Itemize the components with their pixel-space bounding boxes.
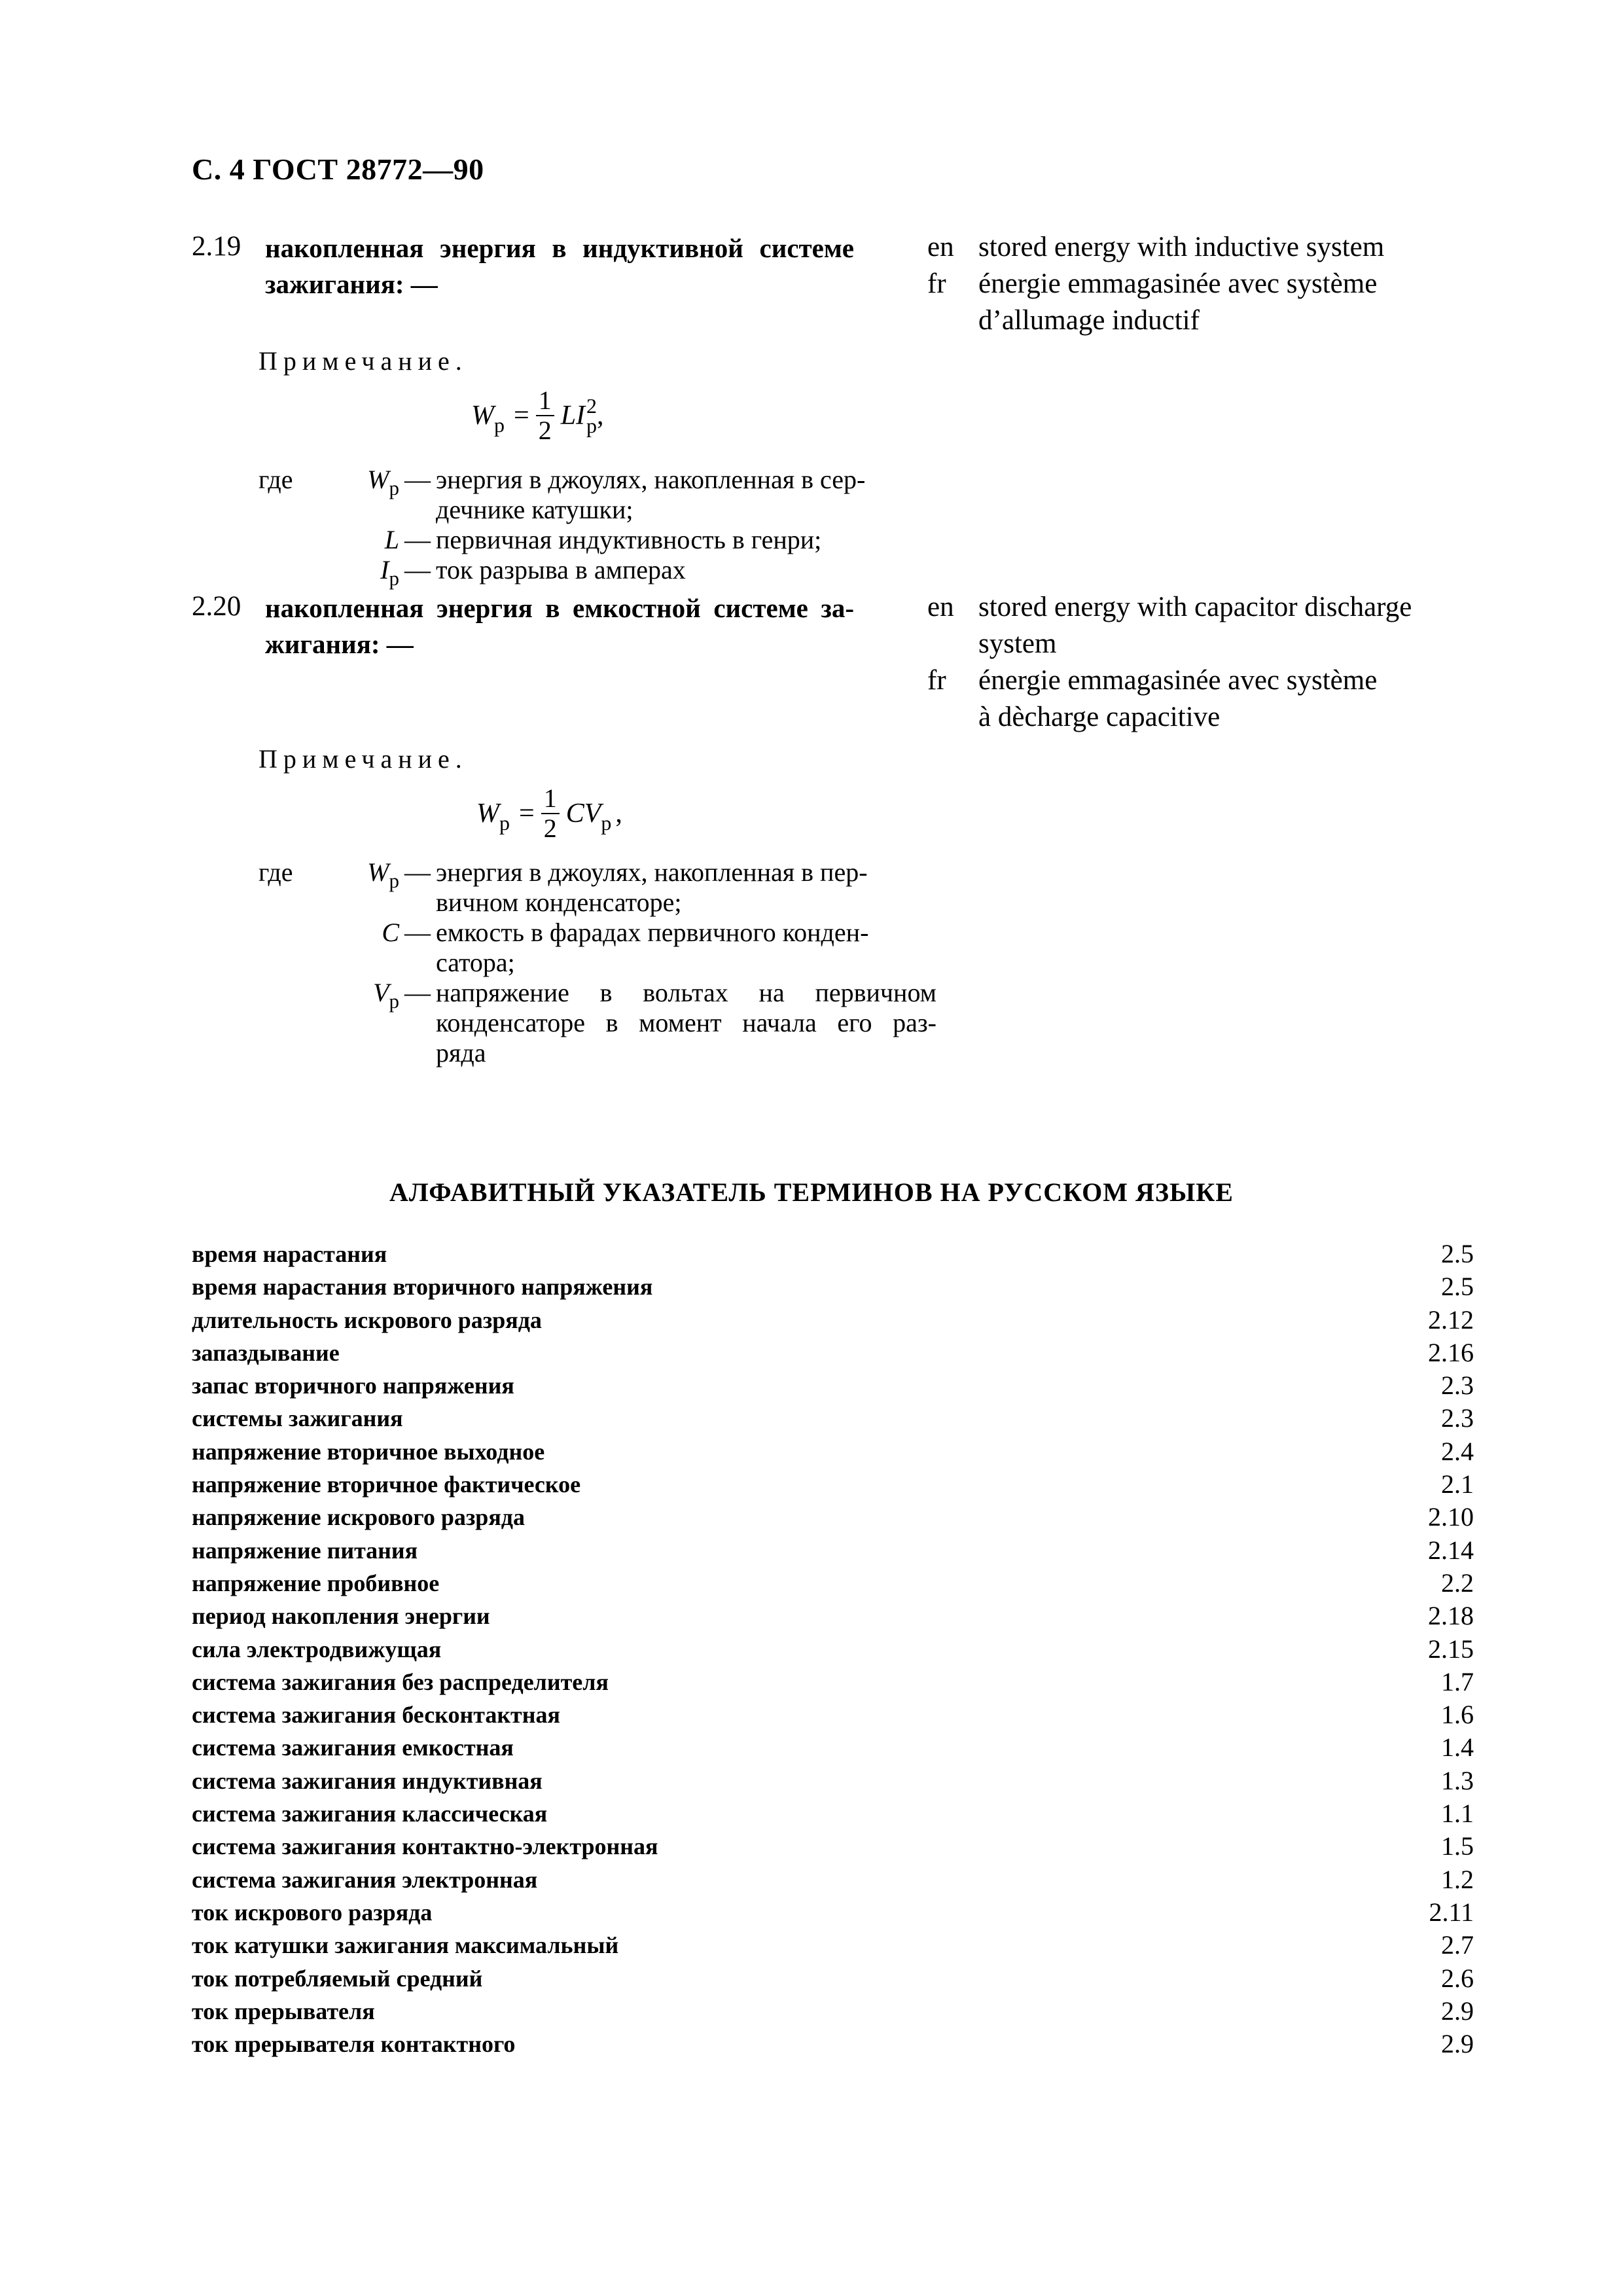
formula-fraction — [541, 784, 560, 843]
index-ref: 1.2 — [1441, 1864, 1474, 1894]
definition-row — [259, 918, 936, 978]
index-row — [192, 1830, 1474, 1863]
definition-symbol: $V_р$ — — [373, 978, 431, 1013]
definition-text: емкость в фарадах первичного конден- сатора; — [436, 918, 869, 977]
formula-rhs-scripts — [586, 396, 597, 435]
formula-lhs: W — [476, 798, 499, 829]
index-term: ток потребляемый средний — [192, 1965, 483, 1992]
index-ref: 2.14 — [1428, 1535, 1474, 1565]
index-ref: 2.15 — [1428, 1634, 1474, 1664]
definition-text: энергия в джоулях, накопленная в сер- дечнике катушки; — [436, 465, 866, 524]
index-term: система зажигания бесконтактная — [192, 1702, 560, 1729]
index-row — [192, 2028, 1474, 2060]
index-ref: 2.3 — [1441, 1371, 1474, 1401]
index-ref: 2.1 — [1441, 1469, 1474, 1499]
translations — [927, 229, 1384, 339]
index-ref: 2.9 — [1441, 2029, 1474, 2059]
entry-number: 2.20 — [192, 591, 241, 622]
index-term: запаздывание — [192, 1339, 340, 1366]
index-term: система зажигания без распределителя — [192, 1668, 609, 1695]
index-term: ток катушки зажигания максимальный — [192, 1932, 619, 1959]
formula-fraction — [536, 386, 554, 445]
translation-fr: fr énergie emmagasinée avec système à dècharge capacitive — [927, 665, 1378, 732]
index-ref: 2.2 — [1441, 1568, 1474, 1598]
index-row — [192, 1863, 1474, 1896]
index-row — [192, 1633, 1474, 1666]
fraction-denominator: 2 — [543, 814, 557, 843]
index-row — [192, 1962, 1474, 1995]
entry-term-line: накопленная энергия в емкостной системе за- — [265, 593, 854, 623]
definition-symbol: L — — [384, 525, 431, 554]
index-ref: 1.1 — [1441, 1799, 1474, 1829]
index-ref: 1.7 — [1441, 1666, 1474, 1696]
formula-rhs-sup: 2 — [586, 394, 597, 418]
formula-equals: = — [519, 798, 535, 829]
index-row — [192, 1765, 1474, 1797]
formula-rhs-sub: р — [586, 414, 597, 437]
index-row — [192, 1534, 1474, 1567]
index-ref: 2.10 — [1428, 1502, 1474, 1532]
definition-row — [259, 857, 936, 918]
index-row — [192, 1698, 1474, 1731]
index-row — [192, 1797, 1474, 1830]
formula-equals: = — [514, 401, 529, 431]
index-list — [192, 1238, 1474, 2060]
index-ref: 1.3 — [1441, 1765, 1474, 1795]
note-label: Примечание. — [259, 744, 468, 774]
index-ref: 2.5 — [1441, 1239, 1474, 1268]
definitions — [259, 857, 936, 1068]
entry-term-line: жигания: — — [265, 629, 414, 659]
index-row — [192, 1896, 1474, 1929]
formula-tail: , — [597, 401, 604, 431]
index-row — [192, 1468, 1474, 1501]
index-ref: 1.6 — [1441, 1700, 1474, 1730]
translation-en: en stored energy with capacitor discharge system — [927, 592, 1412, 659]
translation-fr: fr énergie emmagasinée avec système d’allumage inductif — [927, 268, 1378, 336]
index-term: система зажигания индуктивная — [192, 1767, 543, 1794]
definition-symbol: где $W_р$ — — [259, 465, 431, 499]
index-term: время нарастания вторичного напряжения — [192, 1274, 653, 1300]
index-term: напряжение питания — [192, 1537, 418, 1564]
definitions — [259, 465, 936, 590]
index-ref: 2.12 — [1428, 1304, 1474, 1335]
index-ref: 2.11 — [1429, 1897, 1474, 1927]
index-ref: 2.6 — [1441, 1963, 1474, 1993]
index-row — [192, 1600, 1474, 1632]
index-row — [192, 1501, 1474, 1534]
index-term: система зажигания электронная — [192, 1866, 538, 1893]
entry-term — [265, 590, 854, 662]
definition-row — [259, 465, 936, 525]
index-ref: 2.5 — [1441, 1272, 1474, 1302]
index-ref: 2.4 — [1441, 1436, 1474, 1466]
index-ref: 1.5 — [1441, 1831, 1474, 1861]
index-ref: 2.18 — [1428, 1601, 1474, 1631]
definition-text: напряжение в вольтах на первичном конденсаторе в момент начала его раз- ряда — [436, 978, 936, 1067]
definition-symbol: где $W_р$ — — [259, 857, 431, 892]
index-term: длительность искрового разряда — [192, 1306, 542, 1333]
index-row — [192, 1402, 1474, 1435]
index-row — [192, 1995, 1474, 2028]
index-term: сила электродвижущая — [192, 1636, 442, 1662]
page-header: С. 4 ГОСТ 28772—90 — [192, 152, 484, 186]
index-term: напряжение искрового разряда — [192, 1504, 526, 1531]
index-row — [192, 1304, 1474, 1336]
index-term: ток прерывателя контактного — [192, 2031, 516, 2058]
translation-en: en stored energy with inductive system — [927, 232, 1385, 262]
index-term: время нарастания — [192, 1241, 387, 1267]
index-row — [192, 1666, 1474, 1698]
index-term: ток искрового разряда — [192, 1899, 433, 1926]
entry-term-line: накопленная энергия в индуктивной системе — [265, 233, 854, 263]
fraction-numerator: 1 — [536, 386, 554, 416]
index-term: система зажигания классическая — [192, 1801, 548, 1827]
index-row — [192, 1369, 1474, 1402]
formula-rhs: LI — [560, 401, 586, 431]
index-term: напряжение вторичное фактическое — [192, 1471, 581, 1498]
formula-rhs-sub: р — [601, 810, 612, 834]
index-term: системы зажигания — [192, 1405, 403, 1432]
index-row — [192, 1336, 1474, 1369]
definition-row — [259, 555, 936, 590]
index-row — [192, 1270, 1474, 1303]
formula — [471, 386, 604, 445]
translations — [927, 589, 1412, 736]
index-ref: 2.9 — [1441, 1996, 1474, 2026]
index-ref: 2.16 — [1428, 1337, 1474, 1367]
note-label: Примечание. — [259, 346, 468, 376]
definition-row — [259, 525, 936, 555]
index-term: система зажигания контактно-электронная — [192, 1833, 658, 1860]
definition-text: энергия в джоулях, накопленная в пер- вичном конденсаторе; — [436, 857, 868, 917]
formula-lhs-sub: р — [499, 810, 510, 834]
index-row — [192, 1238, 1474, 1270]
index-term: напряжение вторичное выходное — [192, 1438, 545, 1465]
index-row — [192, 1567, 1474, 1600]
entry-number: 2.19 — [192, 231, 241, 262]
definition-text: ток разрыва в амперах — [436, 555, 686, 584]
formula-lhs: W — [471, 401, 494, 431]
definition-row — [259, 978, 936, 1068]
definition-symbol: $I_р$ — — [380, 555, 431, 590]
formula — [476, 784, 622, 843]
index-row — [192, 1731, 1474, 1764]
entry-term — [265, 230, 854, 302]
entry-term-line: зажигания: — — [265, 269, 438, 299]
fraction-denominator: 2 — [538, 416, 552, 445]
formula-lhs-sub: р — [494, 412, 505, 437]
definition-symbol: C — — [382, 918, 431, 947]
index-ref: 1.4 — [1441, 1732, 1474, 1763]
formula-tail: , — [615, 798, 622, 829]
index-term: система зажигания емкостная — [192, 1734, 514, 1761]
index-term: напряжение пробивное — [192, 1570, 440, 1596]
index-title: АЛФАВИТНЫЙ УКАЗАТЕЛЬ ТЕРМИНОВ НА РУССКОМ ЯЗЫКЕ — [389, 1177, 1234, 1207]
index-row — [192, 1435, 1474, 1468]
index-term: запас вторичного напряжения — [192, 1372, 514, 1399]
formula-rhs: CV — [565, 798, 601, 829]
index-row — [192, 1929, 1474, 1962]
index-ref: 2.7 — [1441, 1930, 1474, 1960]
index-term: период накопления энергии — [192, 1603, 490, 1630]
index-ref: 2.3 — [1441, 1403, 1474, 1433]
definition-text: первичная индуктивность в генри; — [436, 525, 822, 554]
index-term: ток прерывателя — [192, 1998, 375, 2024]
fraction-numerator: 1 — [541, 784, 560, 814]
